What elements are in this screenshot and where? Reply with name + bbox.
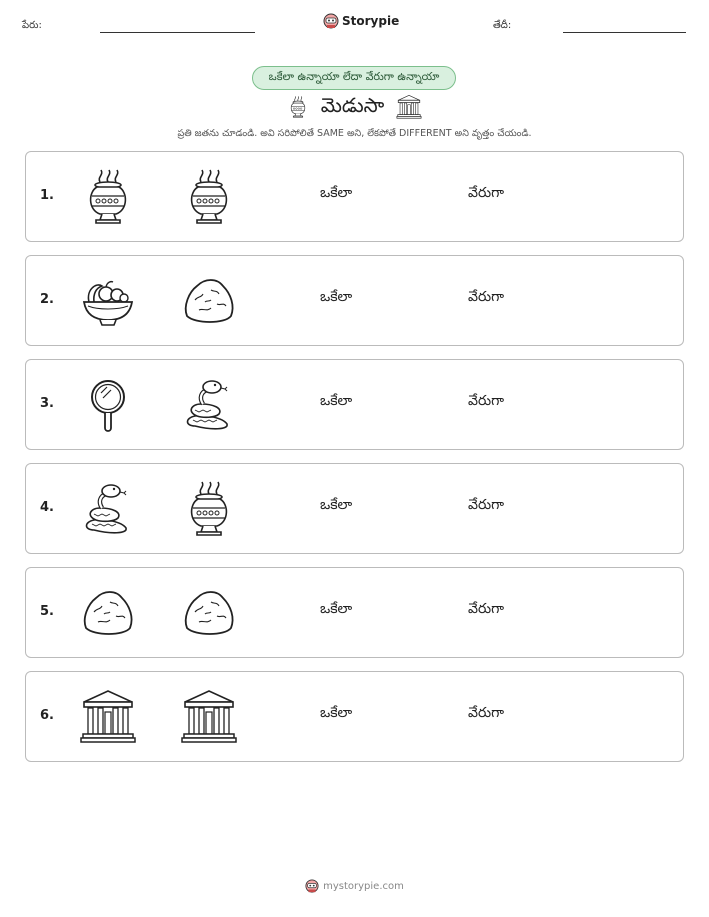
mirror-icon [80,376,136,434]
name-input-line[interactable] [100,32,255,33]
question-number: 1. [40,188,54,203]
rock-icon [181,584,237,642]
question-number: 6. [40,708,54,723]
snake-icon [80,480,136,538]
footer [0,879,709,893]
same-option[interactable]: ఒకేలా [320,289,353,305]
temple-icon [396,94,422,120]
same-option[interactable]: ఒకేలా [320,393,353,409]
page-title: మెడుసా [320,92,385,117]
question-card [25,255,684,346]
same-option[interactable]: ఒకేలా [320,497,353,513]
pot-icon [181,168,237,226]
different-option[interactable]: వేరుగా [468,497,504,513]
storypie-logo [323,13,399,29]
different-option[interactable]: వేరుగా [468,393,504,409]
same-option[interactable]: ఒకేలా [320,601,353,617]
temple-icon [181,688,237,746]
question-card [25,359,684,450]
question-card [25,671,684,762]
date-input-line[interactable] [563,32,686,33]
fruit-bowl-icon [80,272,136,330]
footer-site: mystorypie.com [323,880,404,892]
question-number: 2. [40,292,54,307]
question-number: 4. [40,500,54,515]
different-option[interactable]: వేరుగా [468,185,504,201]
mascot-icon [305,879,319,893]
topic-pill: ఒకేలా ఉన్నాయా లేదా వేరుగా ఉన్నాయా [252,66,456,90]
question-card [25,567,684,658]
date-label: తేదీ: [493,20,512,31]
snake-icon [181,376,237,434]
brand-name: Storypie [342,14,400,28]
question-card [25,151,684,242]
same-option[interactable]: ఒకేలా [320,185,353,201]
rock-icon [181,272,237,330]
temple-icon [80,688,136,746]
pot-icon [181,480,237,538]
question-number: 3. [40,396,54,411]
different-option[interactable]: వేరుగా [468,289,504,305]
mascot-icon [323,13,339,29]
worksheet-title [0,92,709,122]
name-label: పేరు: [22,20,42,31]
different-option[interactable]: వేరుగా [468,705,504,721]
different-option[interactable]: వేరుగా [468,601,504,617]
instructions: ప్రతి జతను చూడండి. అవి సరిపోలితే SAME అని, లేకపోతే DIFFERENT అని వృత్తం చేయండి. [177,128,532,139]
rock-icon [80,584,136,642]
same-option[interactable]: ఒకేలా [320,705,353,721]
question-number: 5. [40,604,54,619]
question-card [25,463,684,554]
pot-icon [80,168,136,226]
pot-icon [287,95,309,119]
